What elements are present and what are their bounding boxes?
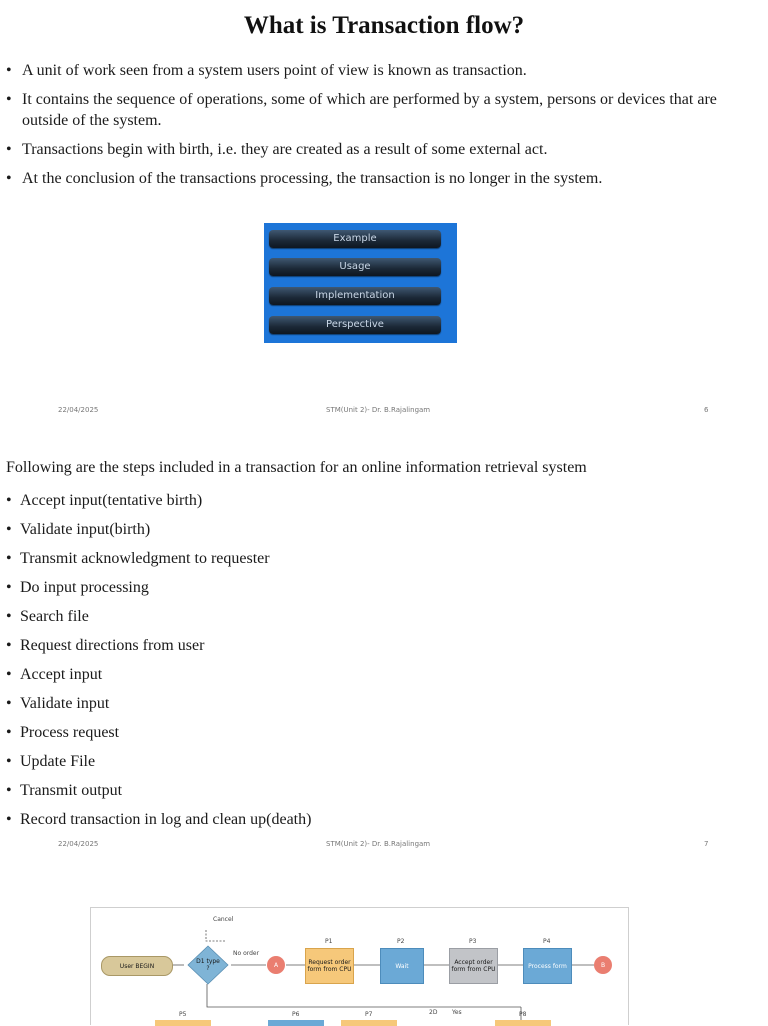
p4-id: P4 <box>543 938 551 945</box>
step-item: • Validate input <box>6 689 311 718</box>
step-item: • Do input processing <box>6 573 311 602</box>
step-item: • Update File <box>6 747 311 776</box>
bullet-item: • Transactions begin with birth, i.e. they are created as a result of some external act. <box>6 139 764 160</box>
step-item: • Transmit output <box>6 776 311 805</box>
yes-label: Yes <box>452 1009 462 1016</box>
step-item: • Record transaction in log and clean up(death) <box>6 805 311 834</box>
definition-bullet-list <box>6 60 764 197</box>
step-item: • Process request <box>6 718 311 747</box>
steps-intro: Following are the steps included in a transaction for an online information retrieval system <box>6 459 587 476</box>
example-button[interactable]: Example <box>269 230 441 248</box>
p6-id: P6 <box>292 1011 300 1018</box>
p7-process <box>341 1020 397 1026</box>
p2-process: Wait <box>380 948 424 984</box>
p7-id: P7 <box>365 1011 373 1018</box>
step-item: • Request directions from user <box>6 631 311 660</box>
p4-process: Process form <box>523 948 572 984</box>
p1-process: Request order form from CPU <box>305 948 354 984</box>
p5-id: P5 <box>179 1011 187 1018</box>
topic-menu-panel <box>264 223 457 343</box>
footer-date: 22/04/2025 <box>58 406 99 414</box>
p6-process <box>268 1020 324 1026</box>
page-number: 7 <box>704 840 709 848</box>
footer-author: STM(Unit 2)- Dr. B.Rajalingam <box>326 406 431 414</box>
perspective-button[interactable]: Perspective <box>269 316 441 334</box>
bullet-item: • It contains the sequence of operations, some of which are performed by a system, persons or devices that are outside of the system. <box>6 89 764 131</box>
slide-title: What is Transaction flow? <box>243 12 525 39</box>
p8-process <box>495 1020 551 1026</box>
page-number: 6 <box>704 406 709 414</box>
footer-author: STM(Unit 2)- Dr. B.Rajalingam <box>326 840 431 848</box>
connector-a: A <box>267 956 285 974</box>
cancel-label: Cancel <box>213 916 234 923</box>
d1-decision <box>187 945 229 985</box>
d1-label: D1 type ? <box>196 958 220 972</box>
p1-id: P1 <box>325 938 333 945</box>
usage-button[interactable]: Usage <box>269 258 441 276</box>
d2-label: 2D <box>429 1009 438 1016</box>
p2-id: P2 <box>397 938 405 945</box>
p3-id: P3 <box>469 938 477 945</box>
p8-id: P8 <box>519 1011 527 1018</box>
no-order-label: No order <box>233 950 260 957</box>
step-item: • Accept input <box>6 660 311 689</box>
p5-process <box>155 1020 211 1026</box>
footer-date: 22/04/2025 <box>58 840 99 848</box>
transaction-flow-diagram <box>90 907 629 1025</box>
step-item: • Validate input(birth) <box>6 515 311 544</box>
connector-b: B <box>594 956 612 974</box>
step-item: • Search file <box>6 602 311 631</box>
implementation-button[interactable]: Implementation <box>269 287 441 305</box>
transaction-steps-list <box>6 486 311 834</box>
step-item: • Accept input(tentative birth) <box>6 486 311 515</box>
step-item: • Transmit acknowledgment to requester <box>6 544 311 573</box>
p3-process: Accept order form from CPU <box>449 948 498 984</box>
bullet-item: • A unit of work seen from a system users point of view is known as transaction. <box>6 60 764 81</box>
bullet-item: • At the conclusion of the transactions processing, the transaction is no longer in the system. <box>6 168 764 189</box>
user-begin-terminal: User BEGIN <box>101 956 173 976</box>
